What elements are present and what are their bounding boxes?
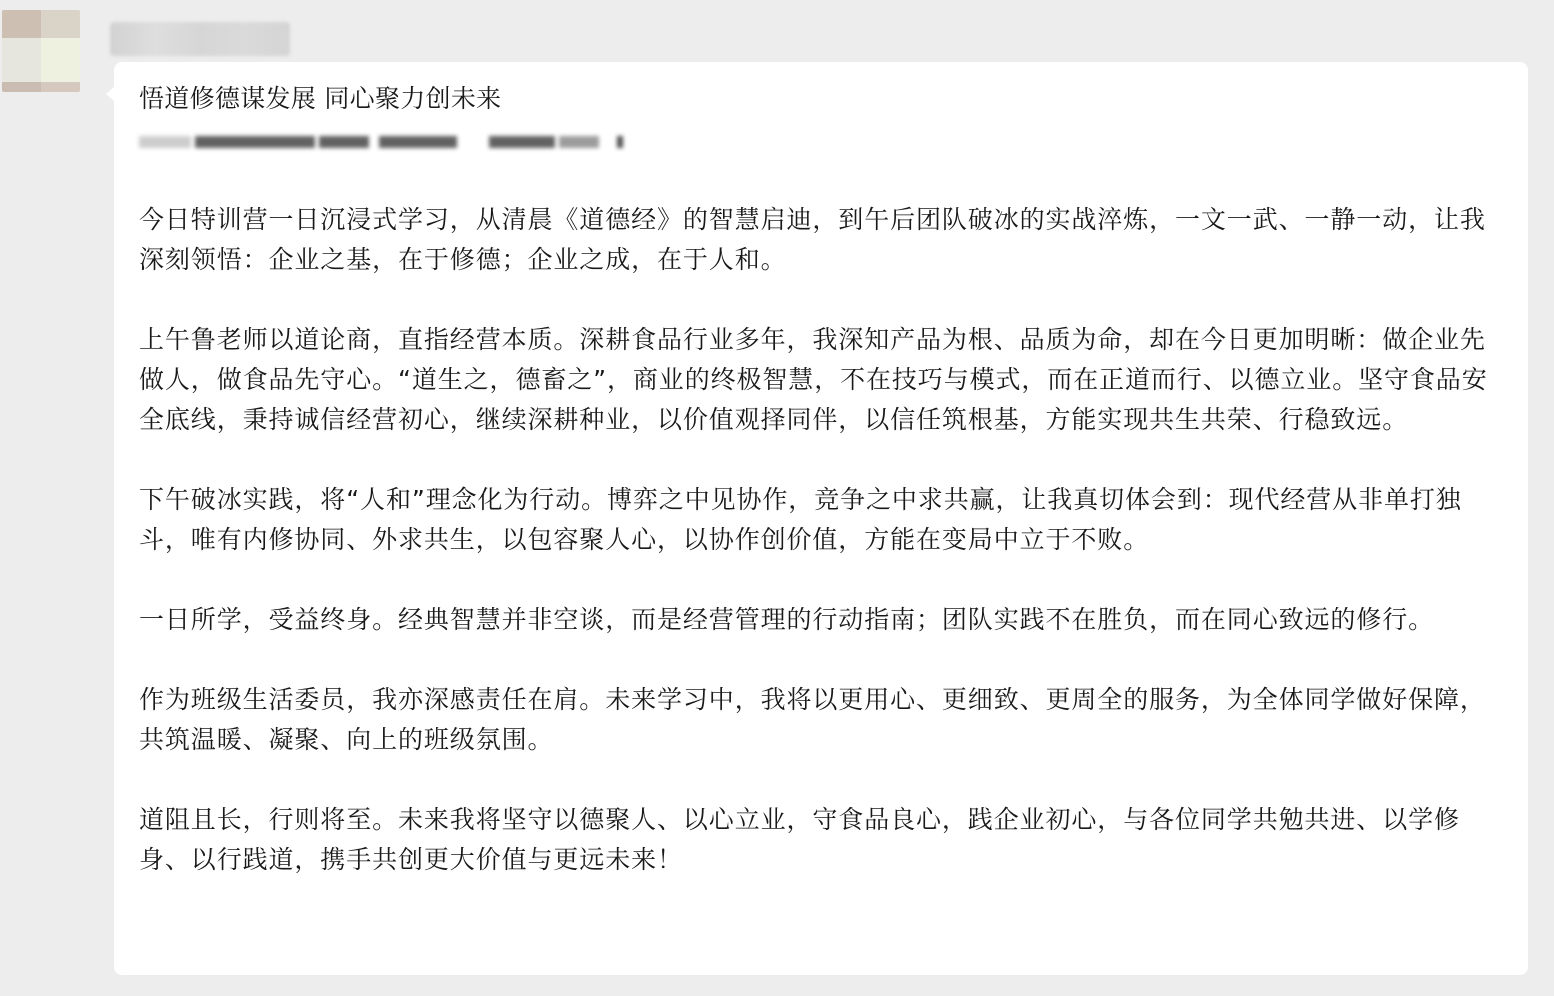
message-paragraph: 作为班级生活委员，我亦深感责任在肩。未来学习中，我将以更用心、更细致、更周全的服务，为全体同学做好保障，共筑温暖、凝聚、向上的班级氛围。 xyxy=(139,685,1486,754)
message-paragraph: 一日所学，受益终身。经典智慧并非空谈，而是经营管理的行动指南；团队实践不在胜负，而在同心致远的修行。 xyxy=(139,605,1435,634)
redacted-block xyxy=(319,136,369,148)
message-paragraph: 上午鲁老师以道论商，直指经营本质。深耕食品行业多年，我深知产品为根、品质为命，却在今日更加明晰：做企业先做人，做食品先守心。“道生之，德畜之”，商业的终极智慧，不在技巧与模式，而在正道而行、以德立业。坚守食品安全底线，秉持诚信经营初心，继续深耕种业，以价值观择同伴，以信任筑根基，方能实现共生共荣、行稳致远。 xyxy=(139,325,1488,434)
message-paragraph: 今日特训营一日沉浸式学习，从清晨《道德经》的智慧启迪，到午后团队破冰的实战淬炼，一文一武、一静一动，让我深刻领悟：企业之基，在于修德；企业之成，在于人和。 xyxy=(139,205,1486,274)
redacted-block xyxy=(559,136,599,148)
redacted-block xyxy=(379,136,457,148)
avatar[interactable] xyxy=(2,10,80,92)
message-content xyxy=(139,80,1511,880)
avatar-tile xyxy=(41,38,80,82)
message-title: 悟道修德谋发展 同心聚力创未来 xyxy=(139,84,502,113)
redacted-line xyxy=(139,122,1511,160)
message-paragraph: 道阻且长，行则将至。未来我将坚守以德聚人、以心立业，守食品良心，践企业初心，与各位同学共勉共进、以学修身、以行践道，携手共创更大价值与更远未来！ xyxy=(139,805,1460,874)
redacted-block xyxy=(617,136,623,148)
avatar-tile xyxy=(2,82,41,92)
avatar-tile xyxy=(41,10,80,38)
avatar-tile xyxy=(2,38,41,82)
avatar-tile xyxy=(2,10,41,38)
avatar-tile xyxy=(41,82,80,92)
sender-name-redacted xyxy=(110,22,290,56)
redacted-block xyxy=(195,136,315,148)
redacted-block xyxy=(139,136,191,148)
message-paragraph: 下午破冰实践，将“人和”理念化为行动。博弈之中见协作，竞争之中求共赢，让我真切体会到：现代经营从非单打独斗，唯有内修协同、外求共生，以包容聚人心，以协作创价值，方能在变局中立于不败。 xyxy=(139,485,1462,554)
redacted-block xyxy=(489,136,555,148)
